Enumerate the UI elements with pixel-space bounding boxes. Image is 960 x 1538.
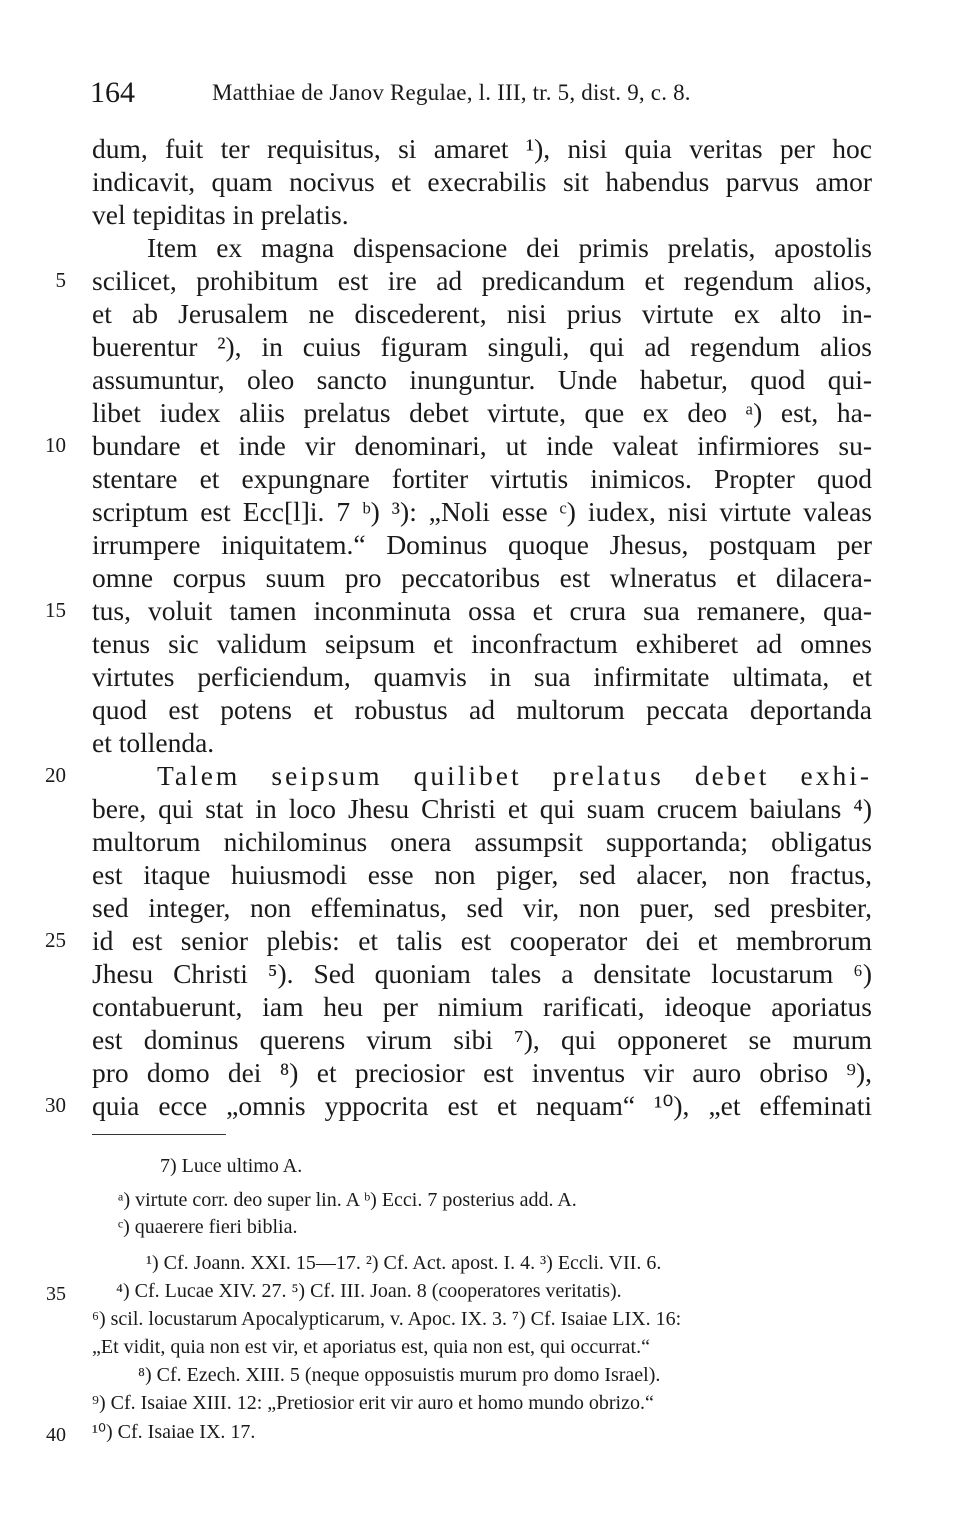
text-line: et ab Jerusalem ne discederent, nisi prius virtute ex alto in- [92, 298, 872, 329]
line-number: 20 [45, 763, 66, 787]
line-number: 15 [45, 598, 66, 622]
line-number: 35 [46, 1283, 66, 1305]
text-line: tus, voluit tamen inconminuta ossa et crura sua remanere, qua- [92, 595, 872, 626]
text-line: id est senior plebis: et talis est cooperator dei et membrorum [92, 925, 872, 956]
text-line: Jhesu Christi ⁵). Sed quoniam tales a densitate locustarum ⁶) [92, 958, 872, 989]
page-number: 164 [90, 76, 135, 109]
text-line: quod est potens et robustus ad multorum peccata deportanda [92, 694, 872, 725]
footnote-line: ᶜ) quaerere fieri biblia. [118, 1216, 298, 1238]
footnote-line: ⁶) scil. locustarum Apocalypticarum, v. Apoc. IX. 3. ⁷) Cf. Isaiae LIX. 16: [92, 1308, 682, 1330]
text-line: est itaque huiusmodi esse non piger, sed alacer, non fractus, [92, 859, 872, 890]
text-line: et tollenda. [92, 727, 215, 758]
footnote-line: ¹) Cf. Joann. XXI. 15—17. ²) Cf. Act. apost. I. 4. ³) Eccli. VII. 6. [146, 1252, 662, 1274]
line-number: 30 [45, 1093, 66, 1117]
text-line: omne corpus suum pro peccatoribus est wlneratus et dilacera- [92, 562, 872, 593]
text-line: indicavit, quam nocivus et execrabilis sit habendus parvus amor [92, 166, 872, 197]
text-line: libet iudex aliis prelatus debet virtute, que ex deo ᵃ) est, ha- [92, 397, 872, 428]
text-line: virtutes perficiendum, quamvis in sua infirmitate ultimata, et [92, 661, 872, 692]
text-line: irrumpere iniquitatem.“ Dominus quoque Jhesus, postquam per [92, 529, 872, 560]
footnote-line: „Et vidit, quia non est vir, et aporiatus est, quia non est, qui occurrat.“ [92, 1336, 650, 1358]
line-number: 25 [45, 928, 66, 952]
text-line: buerentur ²), in cuius figuram singuli, qui ad regendum alios [92, 331, 872, 362]
text-line: bere, qui stat in loco Jhesu Christi et qui suam crucem baiulans ⁴) [92, 793, 872, 824]
line-number: 5 [55, 268, 66, 292]
footnote-divider [92, 1134, 226, 1135]
text-line: contabuerunt, iam heu per nimium rarificati, ideoque aporiatus [92, 991, 872, 1022]
text-line: tenus sic validum seipsum et inconfractum exhiberet ad omnes [92, 628, 872, 659]
running-head: Matthiae de Janov Regulae, l. III, tr. 5, dist. 9, c. 8. [212, 80, 691, 105]
footnote-line: ᵃ) virtute corr. deo super lin. A ᵇ) Ecci. 7 posterius add. A. [118, 1189, 577, 1211]
line-number: 10 [45, 433, 66, 457]
footnote-line: 7) Luce ultimo A. [160, 1155, 303, 1177]
line-number: 40 [46, 1424, 66, 1446]
footnote-line: ⁸) Cf. Ezech. XIII. 5 (neque opposuistis murum pro domo Israel). [138, 1364, 661, 1386]
footnote-line: ⁹) Cf. Isaiae XIII. 12: „Pretiosior erit vir auro et homo mundo obrizo.“ [92, 1392, 654, 1414]
text-line: Talem seipsum quilibet prelatus debet exhi- [157, 760, 872, 791]
text-line: pro domo dei ⁸) et preciosior est inventus vir auro obriso ⁹), [92, 1057, 872, 1088]
text-line: Item ex magna dispensacione dei primis prelatis, apostolis [147, 232, 872, 263]
footnote-line: ¹⁰) Cf. Isaiae IX. 17. [92, 1421, 256, 1443]
text-line: multorum nichilominus onera assumpsit supportanda; obligatus [92, 826, 872, 857]
text-line: assumuntur, oleo sancto inunguntur. Unde habetur, quod qui- [92, 364, 872, 395]
text-line: est dominus querens virum sibi ⁷), qui opponeret se murum [92, 1024, 872, 1055]
text-line: stentare et expungnare fortiter virtutis inimicos. Propter quod [92, 463, 872, 494]
text-line: dum, fuit ter requisitus, si amaret ¹), nisi quia veritas per hoc [92, 133, 872, 164]
text-line: quia ecce „omnis yppocrita est et nequam“ ¹⁰), „et effeminati [92, 1090, 872, 1121]
text-line: sed integer, non effeminatus, sed vir, non puer, sed presbiter, [92, 892, 872, 923]
text-line: vel tepiditas in prelatis. [92, 199, 349, 230]
footnote-line: ⁴) Cf. Lucae XIV. 27. ⁵) Cf. III. Joan. 8 (cooperatores veritatis). [116, 1280, 622, 1302]
page-header [90, 70, 880, 110]
text-line: scriptum est Ecc[l]i. 7 ᵇ) ³): „Noli esse ᶜ) iudex, nisi virtute valeas [92, 496, 872, 527]
text-line: scilicet, prohibitum est ire ad predicandum et regendum alios, [92, 265, 872, 296]
text-line: bundare et inde vir denominari, ut inde valeat infirmiores su- [92, 430, 872, 461]
